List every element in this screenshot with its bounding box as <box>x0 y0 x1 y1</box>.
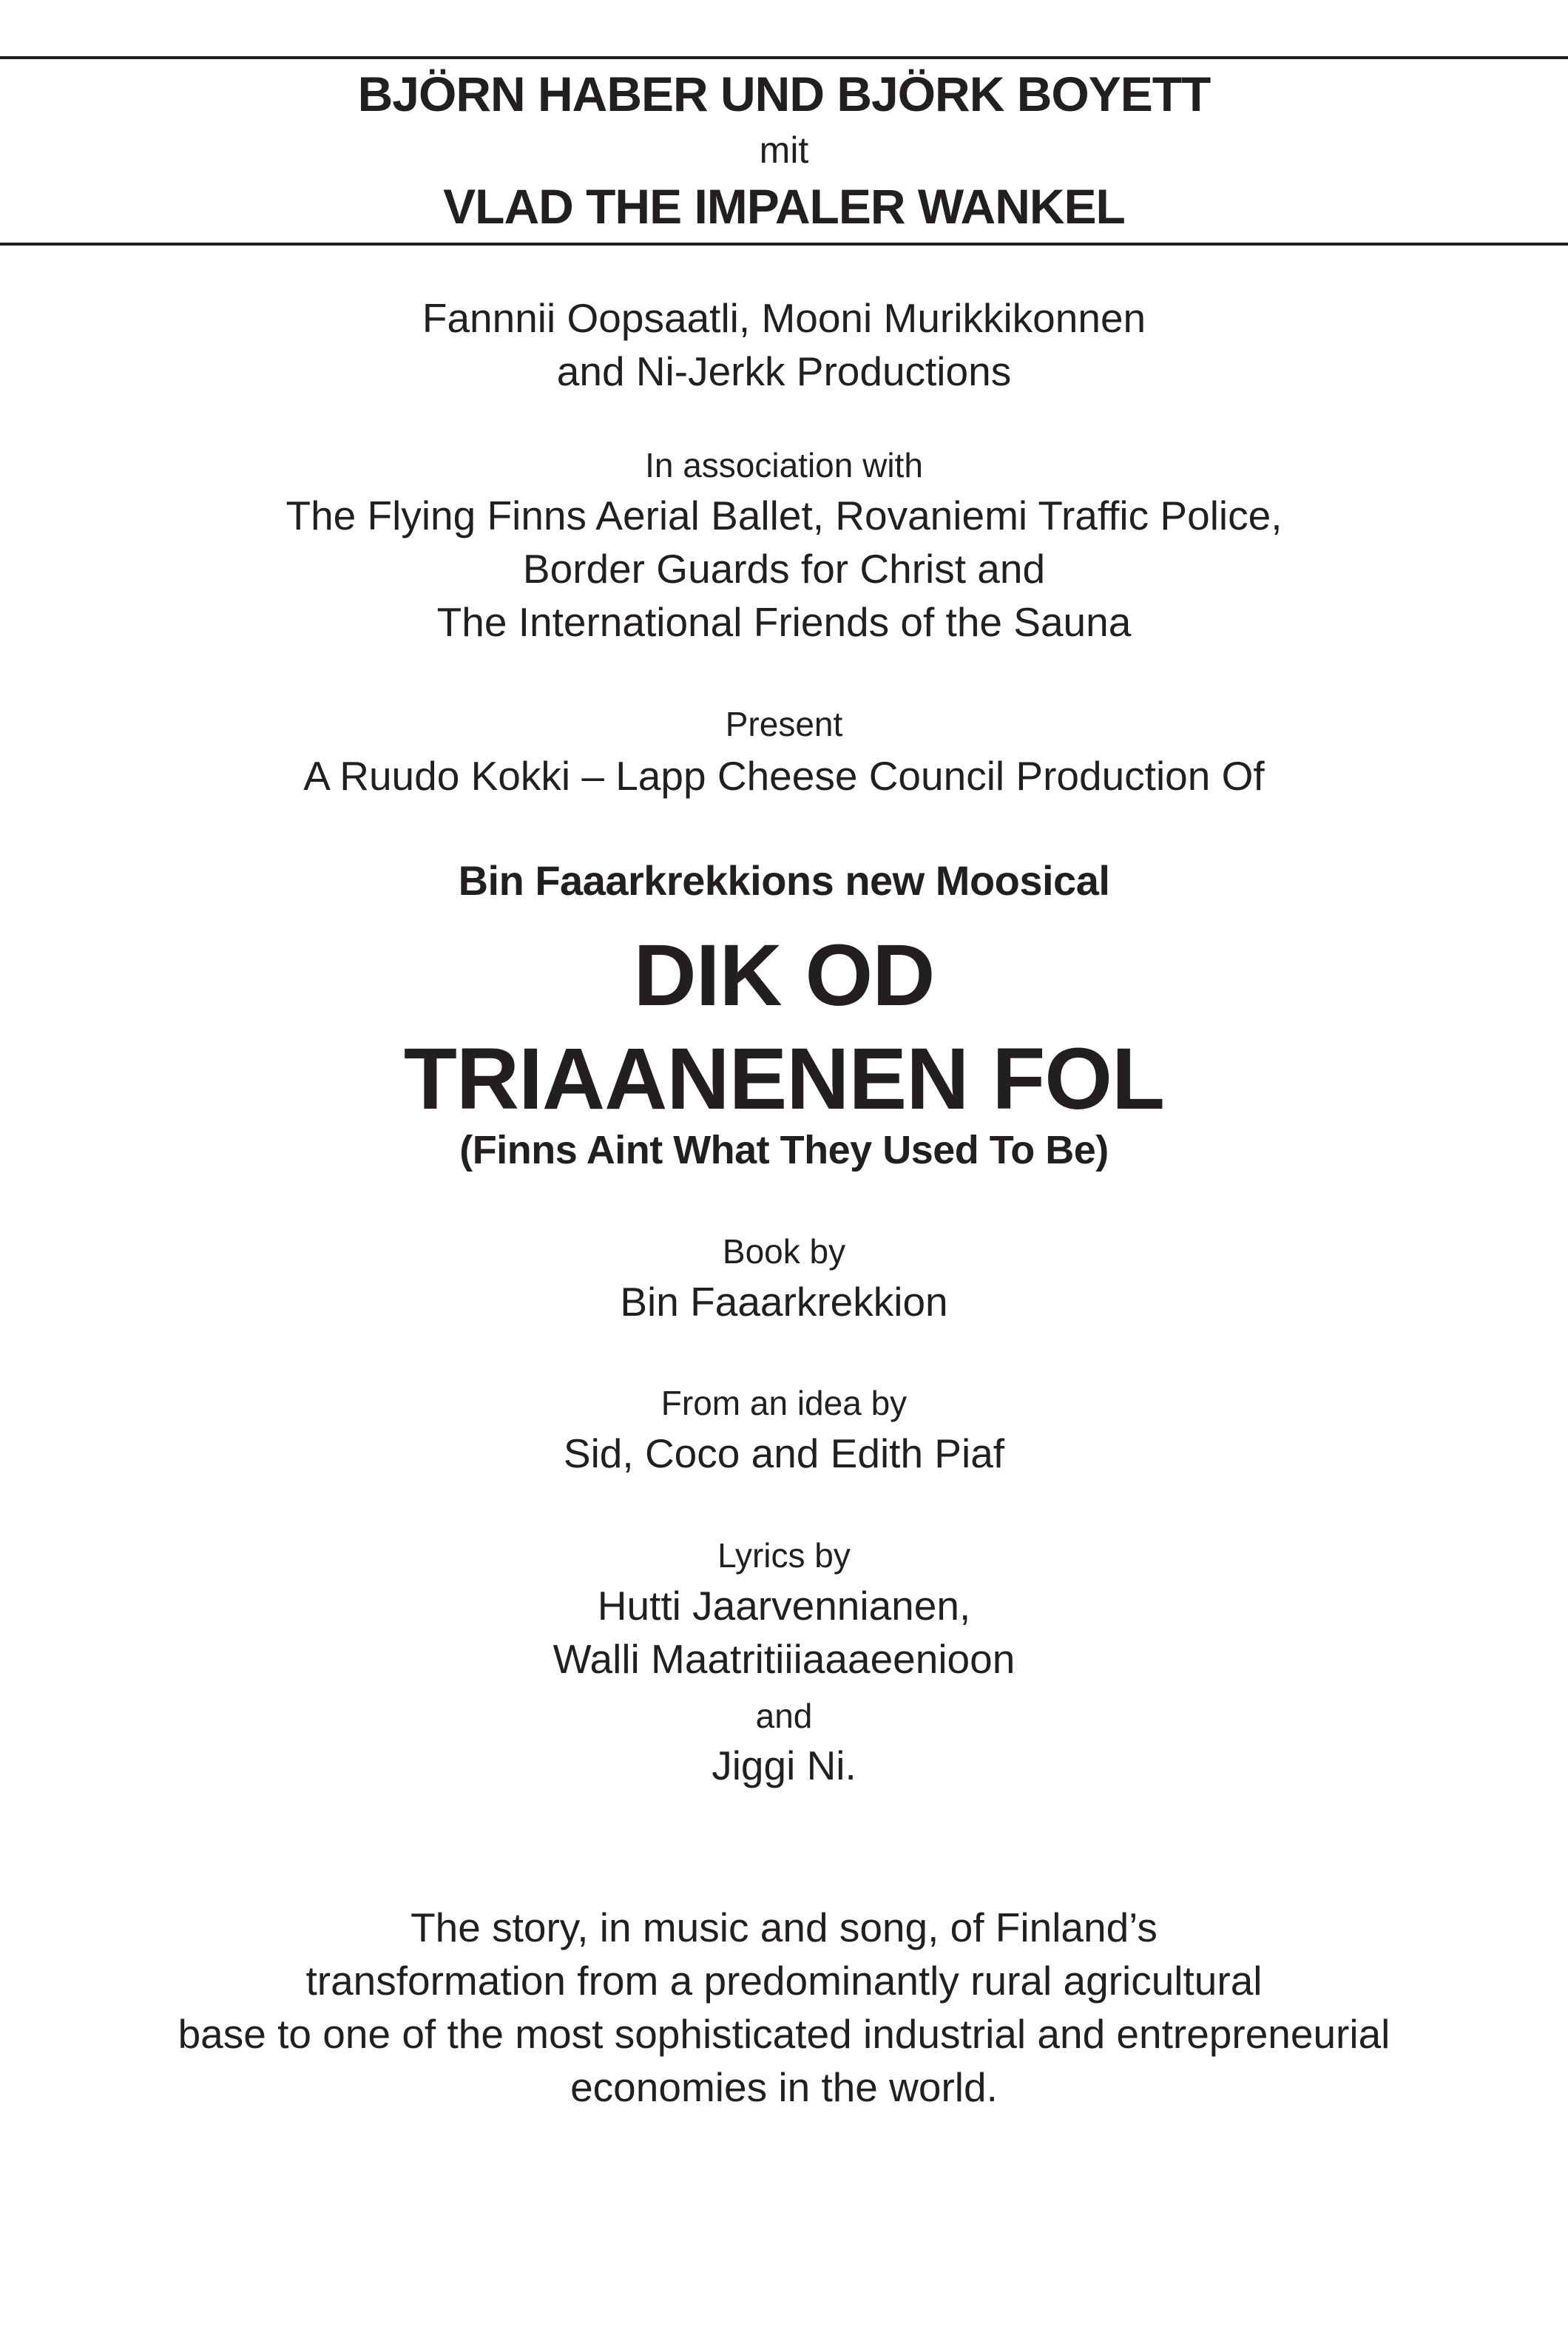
header-featuring: VLAD THE IMPALER WANKEL <box>443 179 1125 234</box>
story-line-4: economies in the world. <box>570 2064 998 2110</box>
story-line-1: The story, in music and song, of Finland’s <box>410 1904 1158 1950</box>
lyricist-2: Walli Maatritiiiaaaeenioon <box>552 1636 1016 1682</box>
story-line-3: base to one of the most sophisticated industrial and entrepreneurial <box>178 2011 1390 2057</box>
association-label: In association with <box>645 446 923 484</box>
lyricist-1: Hutti Jaarvennianen, <box>597 1583 971 1629</box>
association-line-1: The Flying Finns Aerial Ballet, Rovaniemi Traffic Police, <box>285 493 1283 538</box>
producers-line-1: Fannnii Oopsaatli, Mooni Murikkikonnen <box>422 295 1146 341</box>
association-line-3: The International Friends of the Sauna <box>436 599 1132 645</box>
show-title-line-2: TRIAANENEN FOL <box>403 1030 1165 1128</box>
producers-line-2: and Ni-Jerkk Productions <box>556 348 1012 394</box>
idea-label: From an idea by <box>660 1384 908 1422</box>
lyricist-3: Jiggi Ni. <box>712 1743 856 1788</box>
show-title-line-1: DIK OD <box>633 927 935 1024</box>
idea-names: Sid, Coco and Edith Piaf <box>563 1430 1005 1476</box>
header-mit: mit <box>759 129 809 171</box>
association-line-2: Border Guards for Christ and <box>522 546 1046 592</box>
book-author: Bin Faaarkrekkion <box>620 1279 948 1325</box>
book-label: Book by <box>722 1232 846 1271</box>
lyrics-and: and <box>755 1697 813 1735</box>
lyrics-label: Lyrics by <box>717 1536 851 1575</box>
story-line-2: transformation from a predominantly rural agricultural <box>305 1958 1263 2004</box>
show-translation: (Finns Aint What They Used To Be) <box>459 1128 1109 1172</box>
top-rule <box>0 56 1568 59</box>
production-line: A Ruudo Kokki – Lapp Cheese Council Production Of <box>303 753 1265 799</box>
header-names: BJÖRN HABER UND BJÖRK BOYETT <box>357 67 1211 121</box>
show-subtitle: Bin Faaarkrekkions new Moosical <box>458 857 1110 904</box>
present-label: Present <box>725 705 843 743</box>
bottom-rule <box>0 243 1568 246</box>
